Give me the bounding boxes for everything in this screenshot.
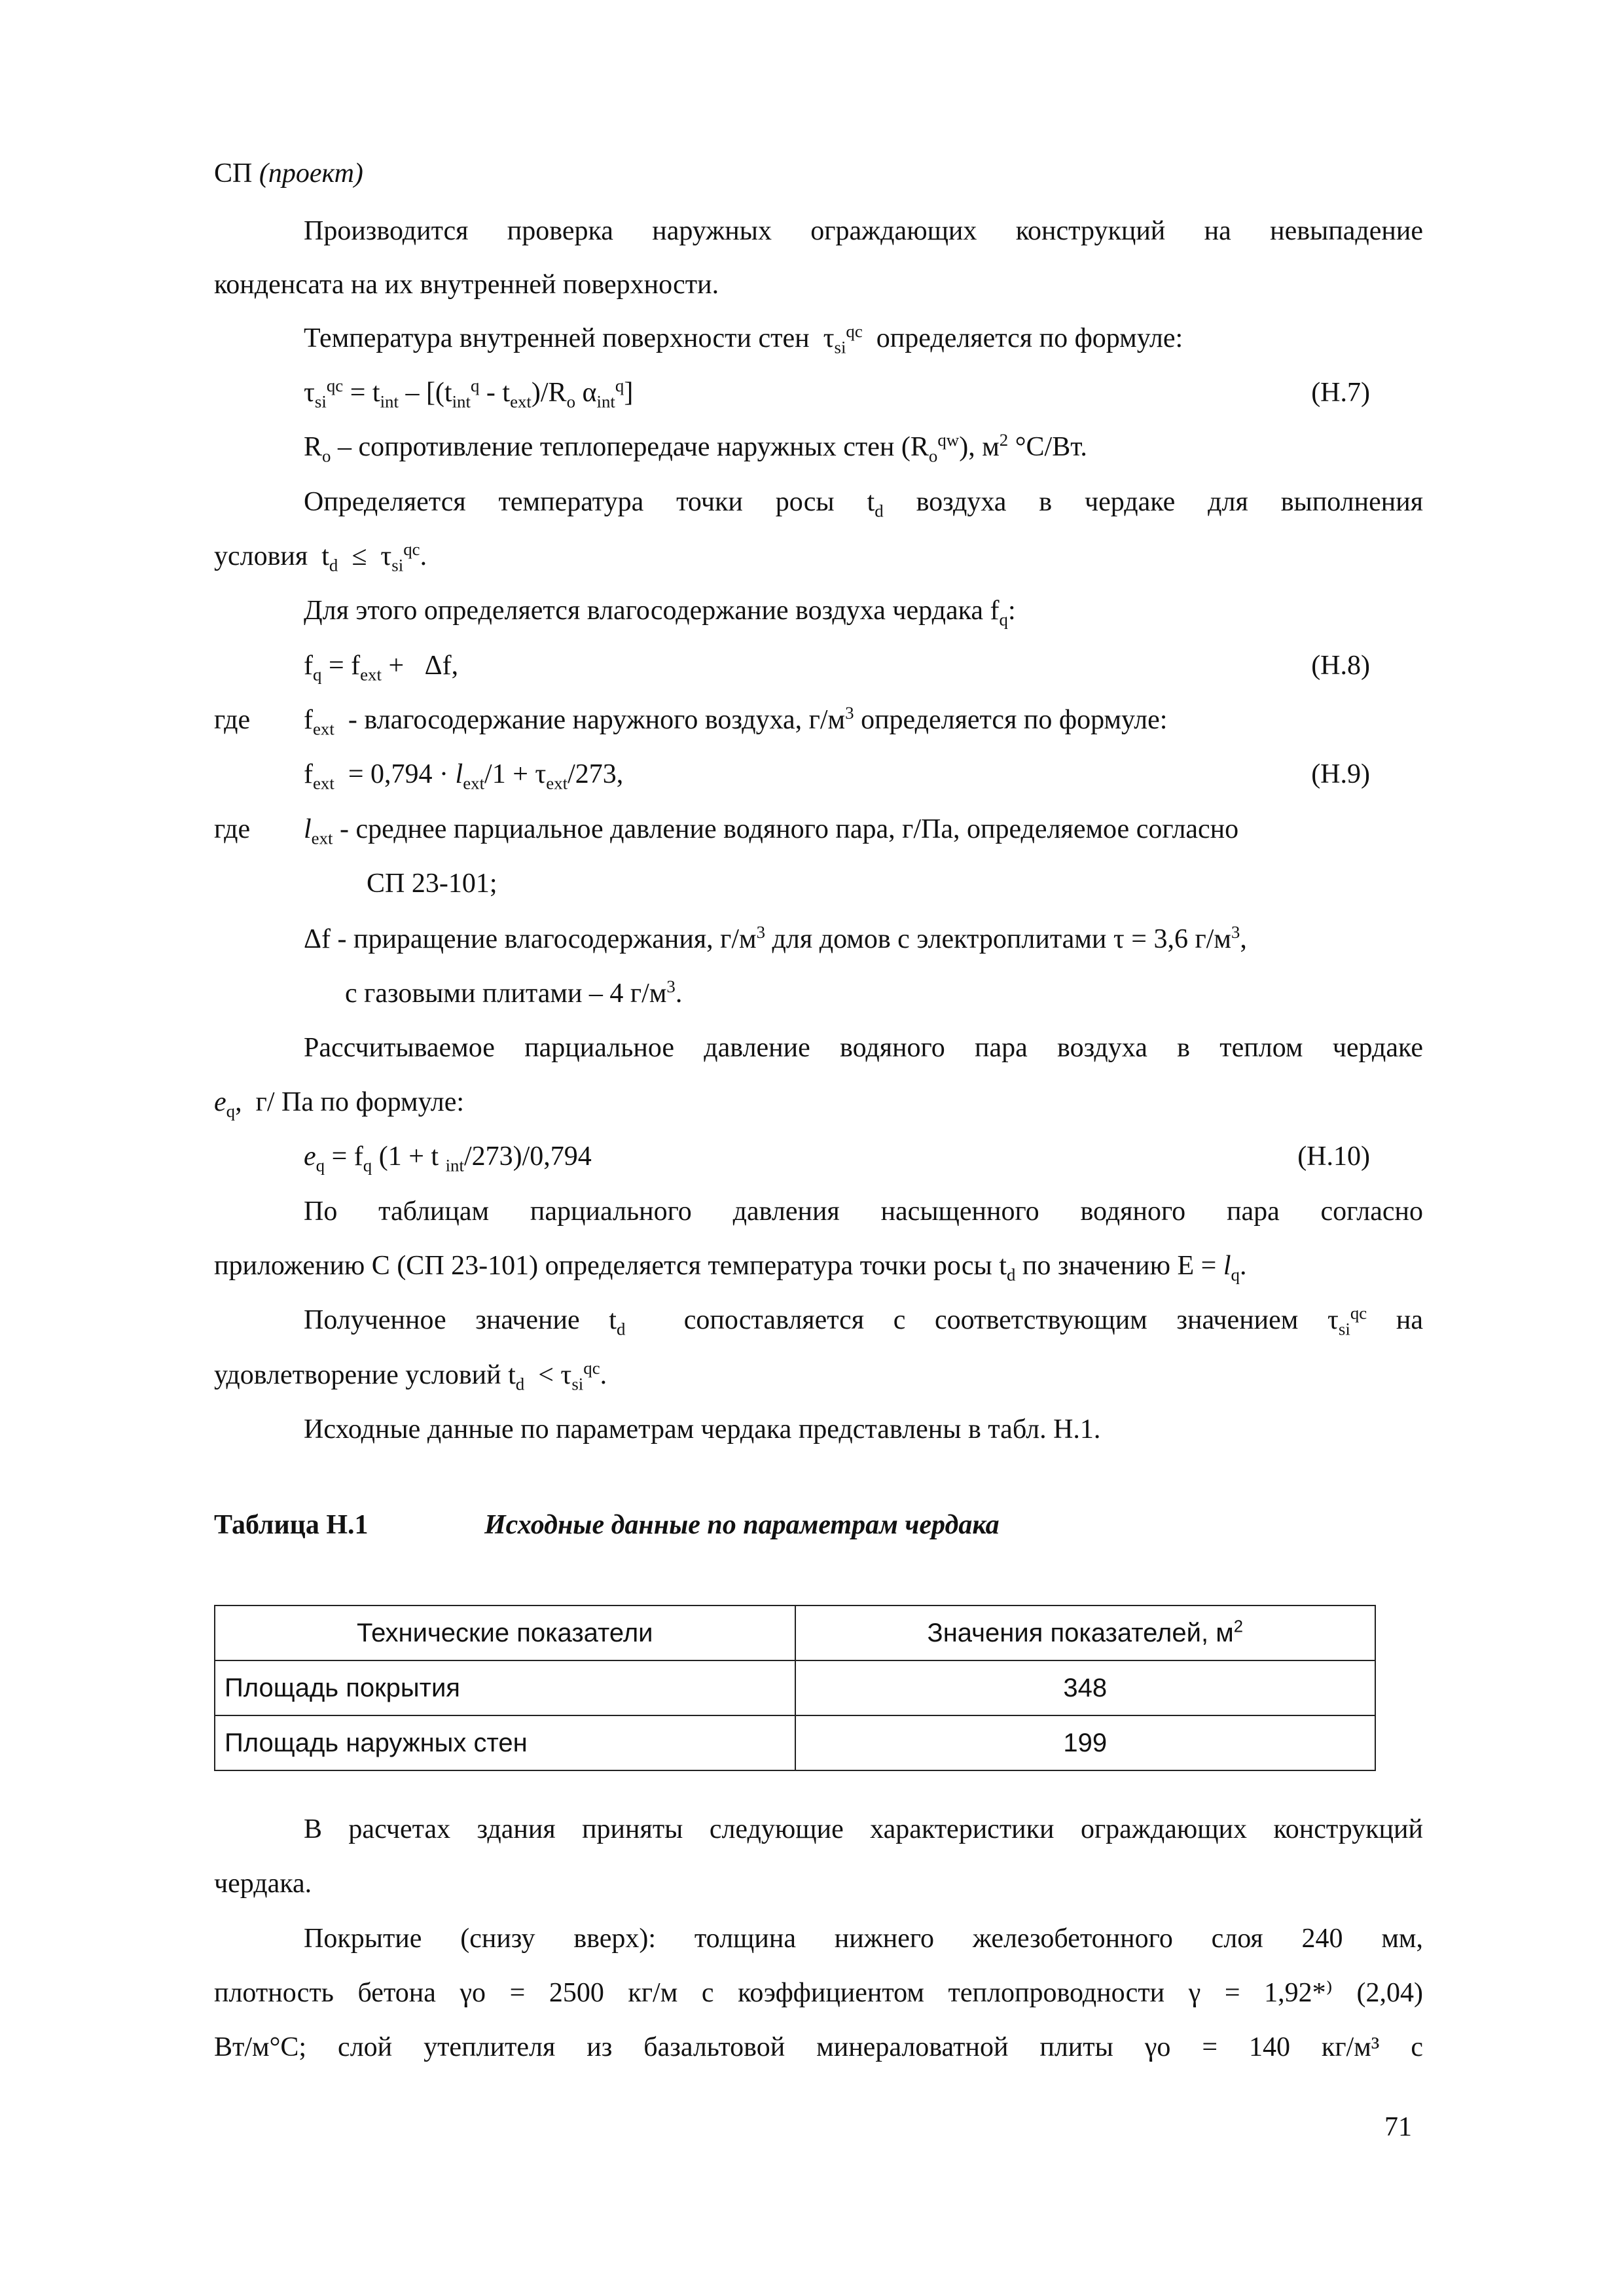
doc-code: СП — [214, 158, 253, 188]
paragraph-line: Δf - приращение влагосодержания, $г/м^3$ для домов с электроплитами τ = 3,6 $г/м^3$, — [304, 922, 1247, 954]
paragraph-line: $R_o$ – сопротивление теплопередаче наружных стен $(R_o^{qw})$, $м^2$ °С/Вт. — [304, 430, 1087, 466]
table-row — [215, 1660, 1375, 1715]
paragraph-line: Покрытие (снизу вверх): толщина нижнего железобетонного слоя 240 мм, — [304, 1924, 1423, 1954]
formula-h7: $\tau_{si}^{qc} = t_{int} - [(t_{int}^q - t_{ext})/R_o$ $\alpha_{int}^q$] — [304, 376, 634, 412]
paragraph-line: СП 23-101; — [367, 869, 497, 899]
table-row — [215, 1715, 1375, 1770]
table-caption-title: Исходные данные по параметрам чердака — [484, 1510, 1000, 1540]
paragraph-line: Температура внутренней поверхности стен $\tau_{si}^{qc}$ определяется по формуле: — [304, 321, 1183, 357]
table-header-cell: Технические показатели — [215, 1605, 795, 1660]
paragraph-line: с газовыми плитами – 4 $г/м^3$. — [345, 977, 683, 1009]
paragraph-line: Исходные данные по параметрам чердака представлены в табл. Н.1. — [304, 1414, 1101, 1444]
table-caption-number: Таблица Н.1 — [214, 1510, 369, 1540]
paragraph-line: $l_{ext}$ - среднее парциальное давление водяного пара, г/Па, определяемое согласно — [304, 814, 1239, 848]
equation-number: (Н.7) — [1311, 378, 1370, 408]
table-cell: Площадь наружных стен — [215, 1715, 795, 1770]
paragraph-line: $f_{ext}$ - влагосодержание наружного воздуха, $г/м^3$ определяется по формуле: — [304, 703, 1168, 739]
attic-parameters-table — [214, 1605, 1376, 1771]
table-cell: Площадь покрытия — [215, 1660, 795, 1715]
paragraph-line: условия $t_d \le \tau_{si}^{qc}$. — [214, 539, 427, 575]
paragraph-line: Определяется температура точки росы $t_d$ воздуха в чердаке для выполнения — [304, 487, 1424, 521]
paragraph-line: Вт/м°С; слой утеплителя из базальтовой минераловатной плиты γo = 140 кг/м³ с — [214, 2032, 1423, 2062]
paragraph-line: Для этого определяется влагосодержание воздуха чердака $f_q$: — [304, 596, 1016, 630]
page-number: 71 — [1384, 2112, 1412, 2142]
paragraph-line: Рассчитываемое парциальное давление водяного пара воздуха в теплом чердаке — [304, 1033, 1423, 1063]
equation-number: (Н.9) — [1311, 759, 1370, 789]
doc-status: (проект) — [259, 158, 363, 188]
formula-h9: $f_{ext} = 0,794 \cdot l_{ext}/1 + \tau_{ext}/273$, — [304, 759, 624, 793]
equation-number: (Н.10) — [1297, 1141, 1370, 1172]
paragraph-line: $e_q$, г/ Па по формуле: — [214, 1087, 465, 1121]
paragraph-line: удовлетворение условий $t_d < \tau_{si}^{qc}$. — [214, 1358, 607, 1394]
formula-h10: $e_q = f_q$ (1 + t $_{int}$/273)/0,794 — [304, 1141, 592, 1175]
equation-number: (Н.8) — [1311, 651, 1370, 681]
paragraph-line: плотность бетона γo = 2500 кг/м с коэффициентом теплопроводности γ = 1,92*⁾ (2,04) — [214, 1978, 1423, 2008]
table-header-row — [215, 1605, 1375, 1660]
paragraph-line: Полученное значение $t_d$ сопоставляется с соответствующим значением $\tau_{si}^{qc}$ на — [304, 1303, 1424, 1339]
paragraph-line: В расчетах здания приняты следующие характеристики ограждающих конструкций — [304, 1814, 1423, 1844]
table-cell: 348 — [795, 1660, 1376, 1715]
paragraph-line: чердака. — [214, 1869, 312, 1899]
formula-h8: $f_q = f_{ext} + \Delta f$, — [304, 651, 459, 685]
table-header-cell: Значения показателей, $м^2$ — [795, 1605, 1376, 1660]
table-cell: 199 — [795, 1715, 1376, 1770]
paragraph-line: Производится проверка наружных ограждающих конструкций на невыпадение — [304, 216, 1423, 246]
where-label: где — [214, 705, 251, 735]
running-header — [214, 157, 363, 190]
paragraph-line: По таблицам парциального давления насыщенного водяного пара согласно — [304, 1196, 1423, 1227]
paragraph-line: конденсата на их внутренней поверхности. — [214, 270, 719, 300]
paragraph-line: приложению С (СП 23-101) определяется температура точки росы $t_d$ по значению $Е = l_q$. — [214, 1251, 1247, 1285]
where-label: где — [214, 814, 251, 844]
